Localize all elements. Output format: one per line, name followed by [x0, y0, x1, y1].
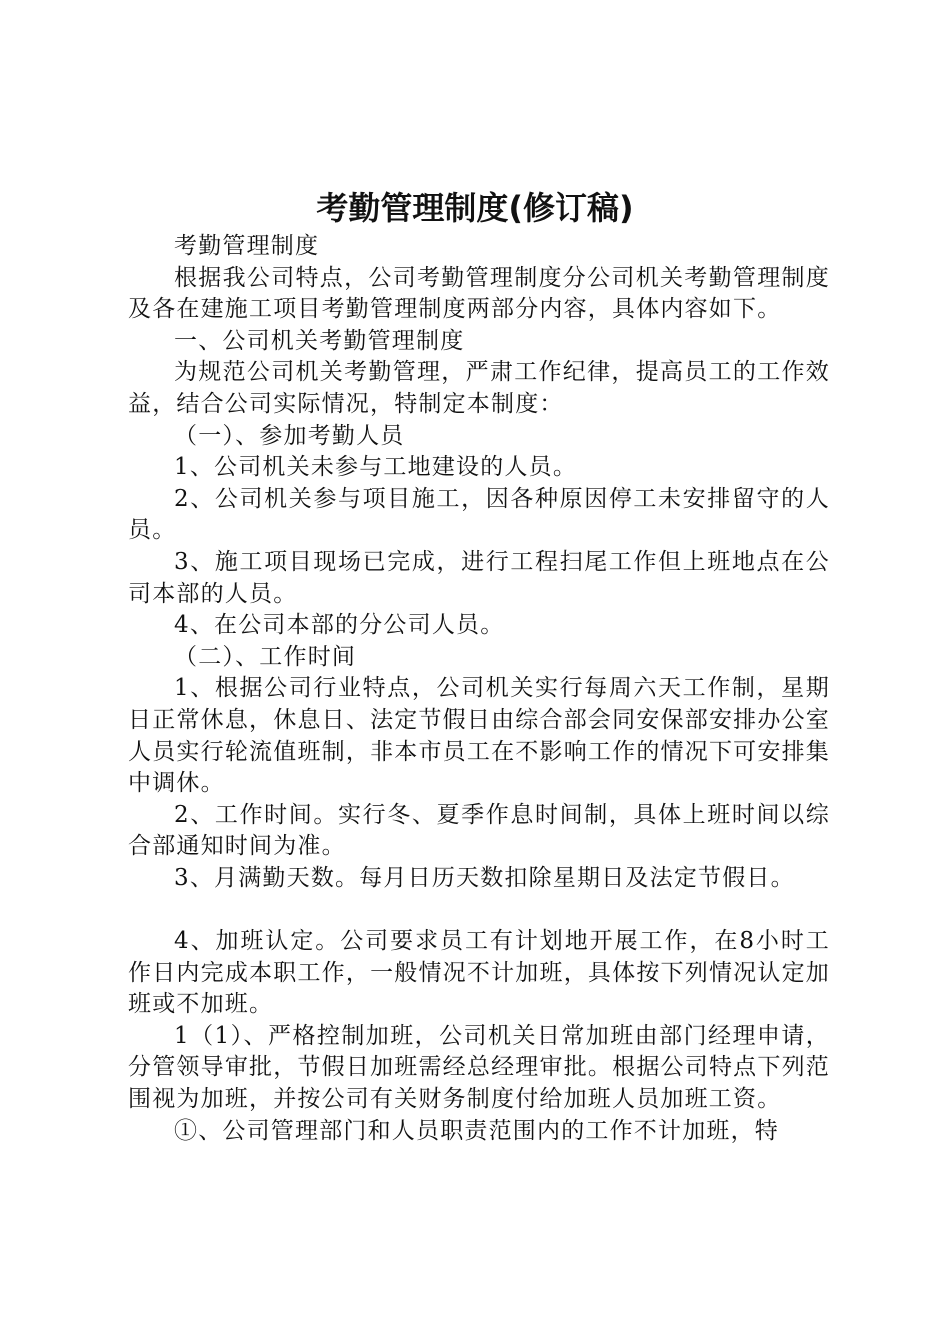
- list-item-participant-2: 2、公司机关参与项目施工，因各种原因停工未安排留守的人员。: [128, 485, 830, 544]
- paragraph-heading-attendance-system: 考勤管理制度: [174, 233, 320, 259]
- section-heading-hq-attendance: 一、公司机关考勤管理制度: [174, 327, 465, 354]
- list-item-hours-2: 2、工作时间。实行冬、夏季作息时间制，具体上班时间以综合部通知时间为准。: [128, 801, 830, 860]
- subsection-heading-participants: （一）、参加考勤人员: [174, 422, 405, 449]
- list-item-overtime-1: 1（1）、严格控制加班，公司机关日常加班由部门经理申请，分管领导审批，节假日加班需经总经理审批。根据公司特点下列范围视为加班，并按公司有关财务制度付给加班人员加班工资。: [128, 1022, 830, 1113]
- document-title: 考勤管理制度(修订稿): [316, 189, 634, 227]
- list-item-participant-3: 3、施工项目现场已完成，进行工程扫尾工作但上班地点在公司本部的人员。: [128, 548, 830, 607]
- list-item-overtime-circled-1: ①、公司管理部门和人员职责范围内的工作不计加班，特: [174, 1117, 779, 1144]
- list-item-participant-1: 1、公司机关未参与工地建设的人员。: [174, 454, 578, 481]
- list-item-hours-3: 3、月满勤天数。每月日历天数扣除星期日及法定节假日。: [174, 864, 795, 891]
- subsection-heading-working-hours: （二）、工作时间: [174, 643, 357, 670]
- list-item-hours-1: 1、根据公司行业特点，公司机关实行每周六天工作制，星期日正常休息，休息日、法定节假日由综合部会同安保部安排办公室人员实行轮流值班制，非本市员工在不影响工作的情况下可安排集中调休。: [128, 675, 830, 797]
- document-body: [128, 231, 830, 1147]
- list-item-hours-4: 4、加班认定。公司要求员工有计划地开展工作，在8小时工作日内完成本职工作，一般情况不计加班，具体按下列情况认定加班或不加班。: [128, 928, 830, 1018]
- paragraph-purpose: 为规范公司机关考勤管理，严肃工作纪律，提高员工的工作效益，结合公司实际情况，特制定本制度：: [128, 359, 830, 417]
- list-item-participant-4: 4、在公司本部的分公司人员。: [174, 612, 505, 639]
- paragraph-intro: 根据我公司特点，公司考勤管理制度分公司机关考勤管理制度及各在建施工项目考勤管理制度两部分内容，具体内容如下。: [128, 264, 830, 323]
